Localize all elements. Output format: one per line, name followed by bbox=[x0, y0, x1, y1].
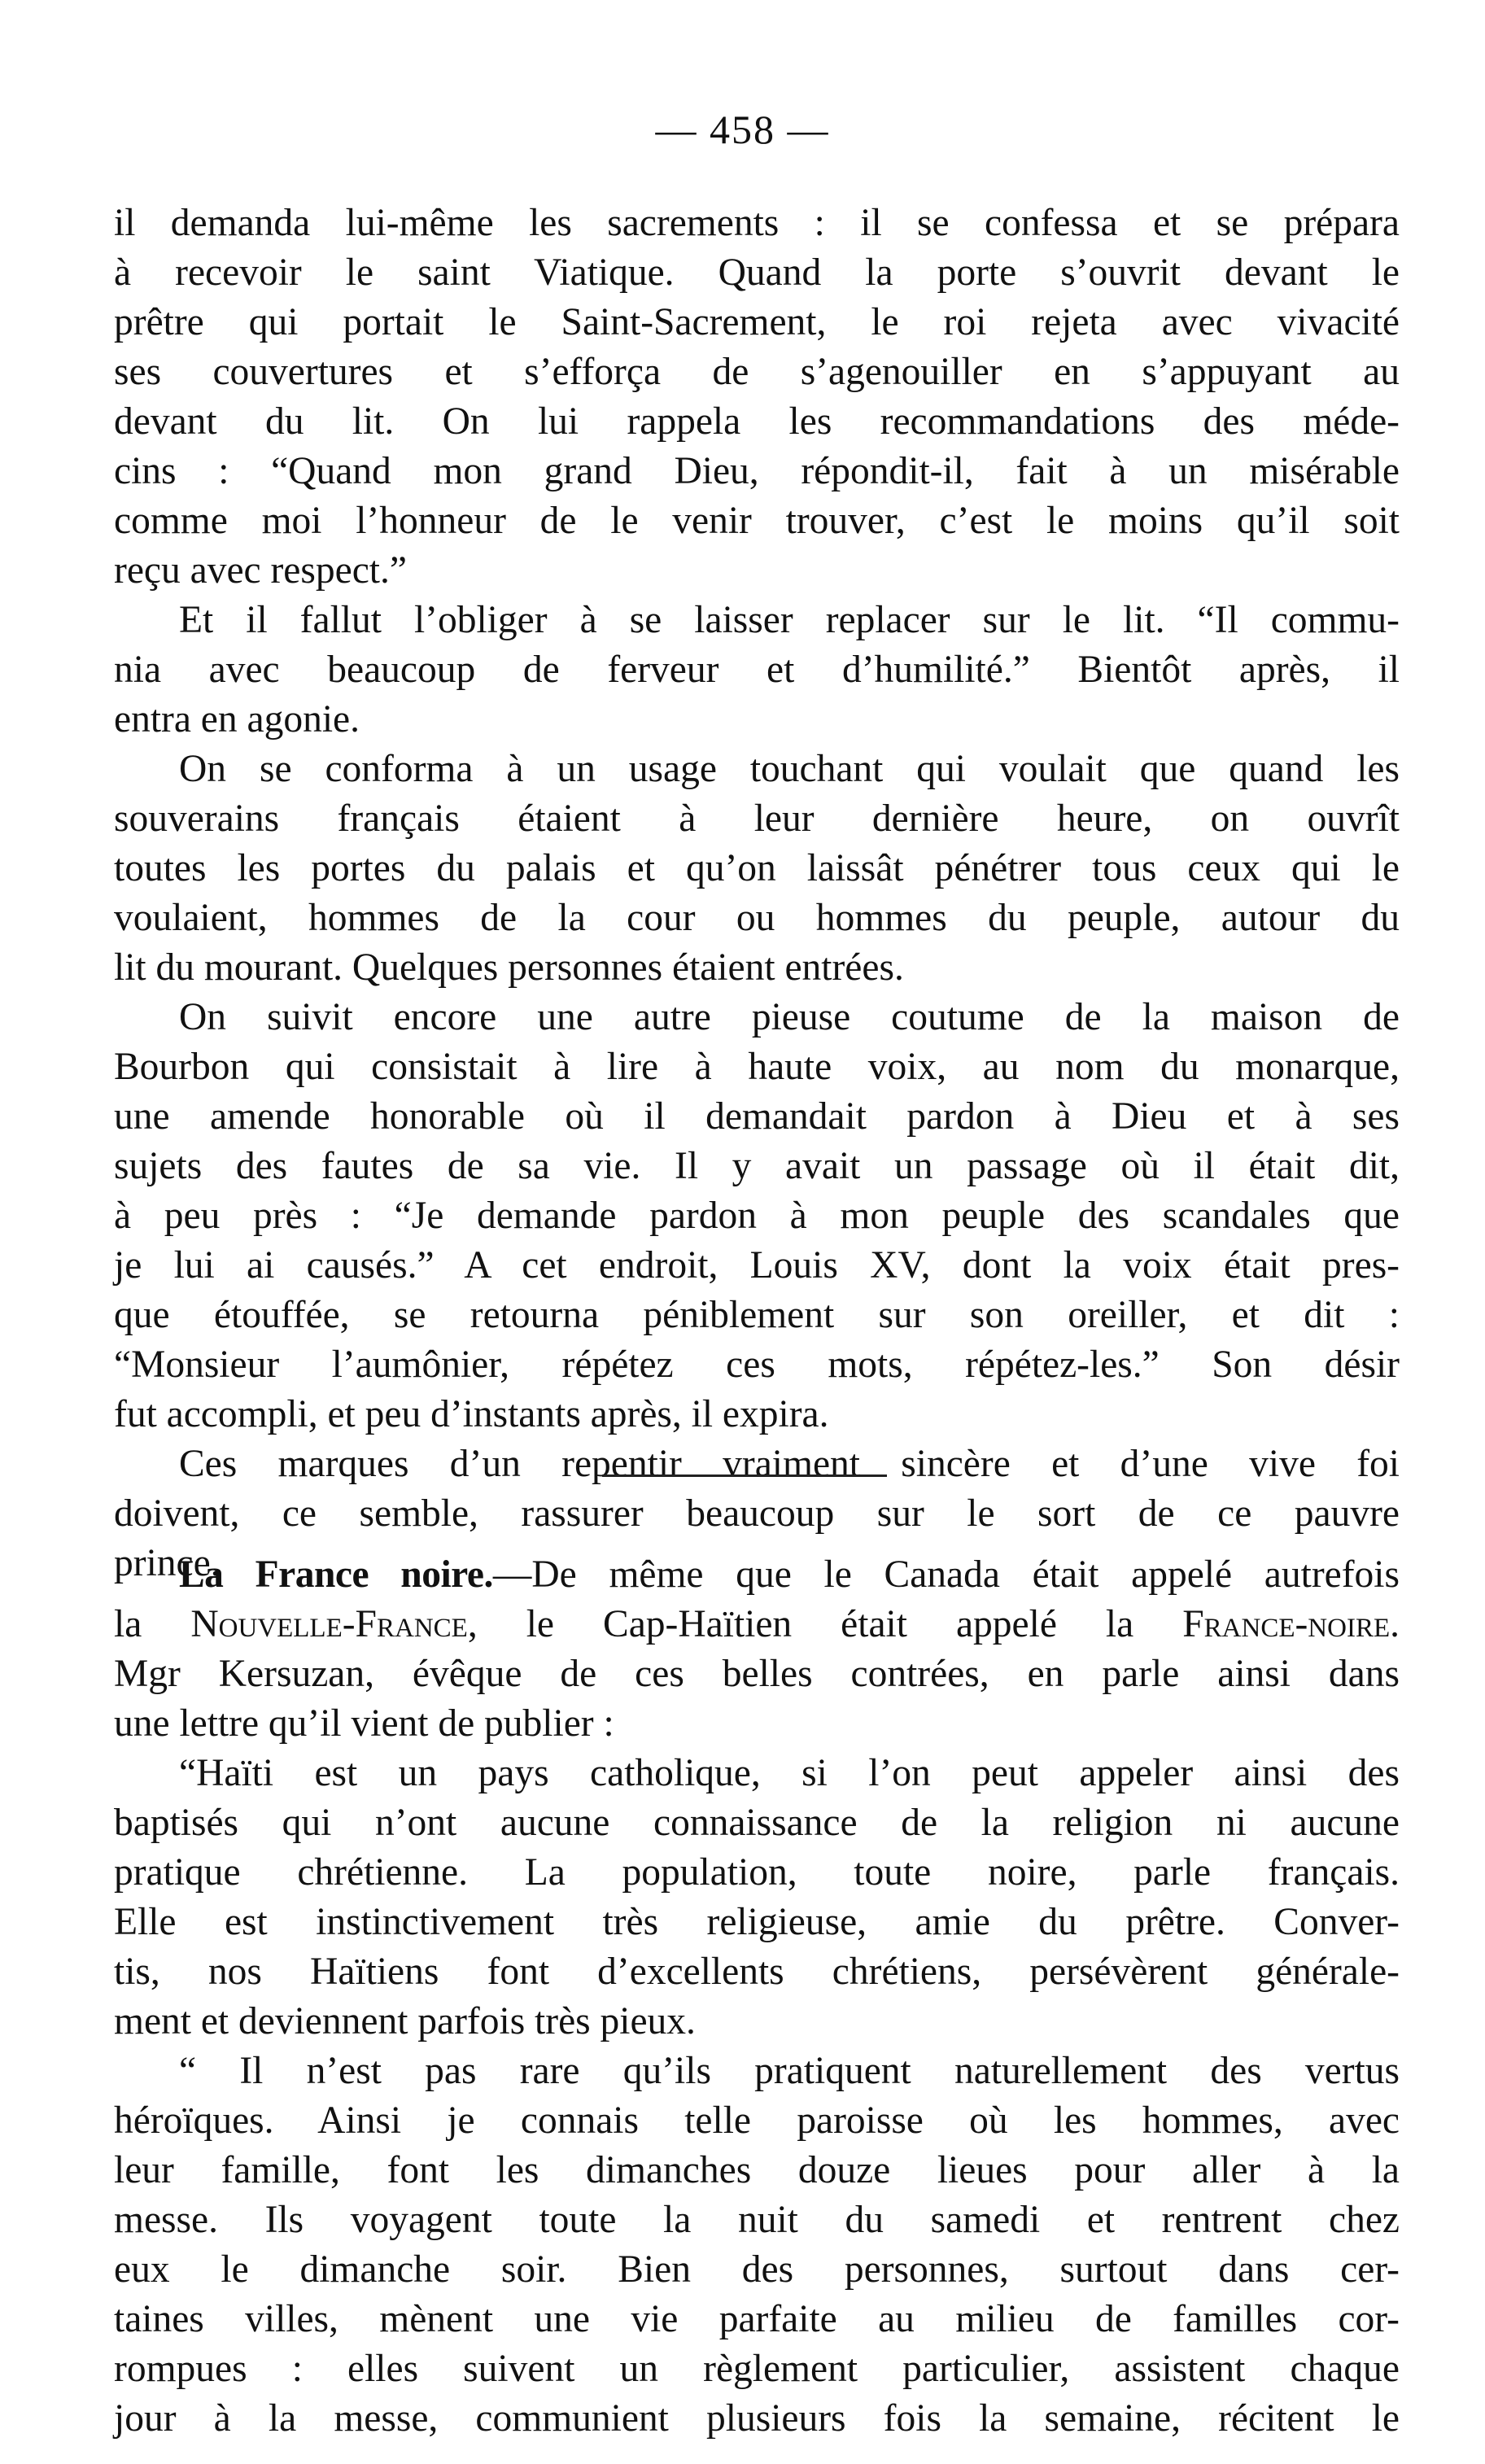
text-line: devant du lit. On lui rappela les recommandations des méde- bbox=[114, 400, 1400, 443]
text-line: “Haïti est un pays catholique, si l’on peut appeler ainsi des bbox=[179, 1752, 1400, 1794]
text-line: une lettre qu’il vient de publier : bbox=[114, 1702, 614, 1745]
text-line: prince. bbox=[114, 1542, 221, 1584]
text-line: lit du mourant. Quelques personnes étaient entrées. bbox=[114, 946, 904, 989]
text-line: leur famille, font les dimanches douze lieues pour aller à la bbox=[114, 2149, 1400, 2191]
text-fragment: . bbox=[1390, 1603, 1400, 1645]
text-line: comme moi l’honneur de le venir trouver, c’est le moins qu’il soit bbox=[114, 500, 1400, 542]
text-line: On suivit encore une autre pieuse coutume de la maison de bbox=[179, 996, 1400, 1038]
small-caps-term: Nouvelle-France bbox=[190, 1603, 468, 1645]
text-line: taines villes, mènent une vie parfaite au milieu de familles cor- bbox=[114, 2298, 1400, 2340]
section-divider bbox=[602, 1474, 887, 1477]
text-line: Bourbon qui consistait à lire à haute voix, au nom du monarque, bbox=[114, 1046, 1400, 1088]
text-line: baptisés qui n’ont aucune connaissance de la religion ni aucune bbox=[114, 1802, 1400, 1844]
text-line: messe. Ils voyagent toute la nuit du samedi et rentrent chez bbox=[114, 2199, 1400, 2241]
text-line: à peu près : “Je demande pardon à mon peuple des scandales que bbox=[114, 1195, 1400, 1237]
text-line: “ Il n’est pas rare qu’ils pratiquent naturellement des vertus bbox=[179, 2050, 1400, 2092]
text-line: ses couvertures et s’efforça de s’agenouiller en s’appuyant au bbox=[114, 351, 1400, 393]
text-line: je lui ai causés.” A cet endroit, Louis XV, dont la voix était pres- bbox=[114, 1244, 1400, 1287]
text-fragment: la bbox=[114, 1603, 191, 1645]
page-number: — 458 — bbox=[655, 107, 830, 152]
text-fragment: , le Cap-Haïtien était appelé la bbox=[467, 1603, 1183, 1645]
section-heading: La France noire. bbox=[179, 1553, 493, 1596]
text-line: il demanda lui-même les sacrements : il se confessa et se prépara bbox=[114, 202, 1400, 244]
text-line: que étouffée, se retourna péniblement sur son oreiller, et dit : bbox=[114, 1294, 1400, 1336]
text-line: entra en agonie. bbox=[114, 698, 360, 741]
text-line: Ces marques d’un repentir vraiment sincère et d’une vive foi bbox=[179, 1443, 1400, 1485]
body-text-louis-xv bbox=[114, 199, 1400, 1588]
text-fragment: —De même que le Canada était appelé autrefois bbox=[492, 1553, 1400, 1596]
text-line: souverains français étaient à leur dernière heure, on ouvrît bbox=[114, 797, 1400, 840]
text-line: fut accompli, et peu d’instants après, il expira. bbox=[114, 1393, 829, 1435]
text-line: Mgr Kersuzan, évêque de ces belles contrées, en parle ainsi dans bbox=[114, 1653, 1400, 1695]
section-heading-line bbox=[114, 1550, 1400, 1600]
text-line: une amende honorable où il demandait pardon à Dieu et à ses bbox=[114, 1095, 1400, 1138]
text-line: tis, nos Haïtiens font d’excellents chrétiens, persévèrent générale- bbox=[114, 1951, 1400, 1993]
text-line: pratique chrétienne. La population, toute noire, parle français. bbox=[114, 1851, 1400, 1894]
text-line: rompues : elles suivent un règlement particulier, assistent chaque bbox=[114, 2348, 1400, 2390]
text-line: eux le dimanche soir. Bien des personnes, surtout dans cer- bbox=[114, 2248, 1400, 2291]
text-line: sujets des fautes de sa vie. Il y avait un passage où il était dit, bbox=[114, 1145, 1400, 1187]
text-line: “Monsieur l’aumônier, répétez ces mots, répétez-les.” Son désir bbox=[114, 1343, 1400, 1386]
text-line: nia avec beaucoup de ferveur et d’humilité.” Bientôt après, il bbox=[114, 649, 1400, 691]
text-line: ment et deviennent parfois très pieux. bbox=[114, 2000, 696, 2042]
text-line: cins : “Quand mon grand Dieu, répondit-il, fait à un misérable bbox=[114, 450, 1400, 492]
small-caps-term: France-noire bbox=[1182, 1603, 1391, 1645]
body-text-france-noire bbox=[114, 1550, 1400, 2444]
text-line: jour à la messe, communient plusieurs fois la semaine, récitent le bbox=[114, 2397, 1400, 2440]
text-line: à recevoir le saint Viatique. Quand la porte s’ouvrit devant le bbox=[114, 251, 1400, 294]
text-line: Et il fallut l’obliger à se laisser replacer sur le lit. “Il commu- bbox=[179, 599, 1400, 641]
text-line: héroïques. Ainsi je connais telle paroisse où les hommes, avec bbox=[114, 2099, 1400, 2142]
text-line bbox=[114, 1600, 1400, 1649]
text-line: Elle est instinctivement très religieuse, amie du prêtre. Conver- bbox=[114, 1901, 1400, 1943]
text-line: toutes les portes du palais et qu’on laissât pénétrer tous ceux qui le bbox=[114, 847, 1400, 889]
text-line: reçu avec respect.” bbox=[114, 549, 407, 592]
text-line: voulaient, hommes de la cour ou hommes du peuple, autour du bbox=[114, 897, 1400, 939]
text-line: prêtre qui portait le Saint-Sacrement, le roi rejeta avec vivacité bbox=[114, 301, 1400, 343]
text-line: On se conforma à un usage touchant qui voulait que quand les bbox=[179, 748, 1400, 790]
text-line: doivent, ce semble, rassurer beaucoup sur le sort de ce pauvre bbox=[114, 1492, 1400, 1535]
